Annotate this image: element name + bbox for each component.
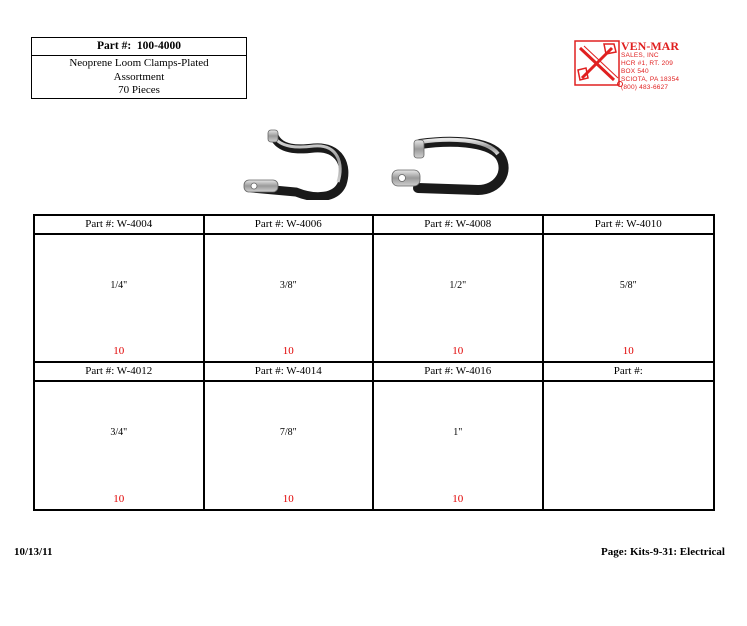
loom-clamp-product-image [240,126,510,200]
cell-part-number: Part #: W-4010 [544,216,714,235]
cell-size: 1/4" [110,280,128,291]
part-cell [374,216,544,363]
logo-line-2: HCR #1, RT. 209 [621,60,674,67]
header-part-number: 100-4000 [136,40,181,52]
header-part-label: Part #: [96,40,132,52]
part-cell [544,363,714,510]
logo-text [621,40,679,92]
logo-line-5: (800) 483-6627 [621,84,669,91]
part-header-box [31,37,247,99]
cell-part-number: Part #: W-4006 [205,216,373,235]
cell-size: 3/4" [110,426,128,438]
clamp-1-icon [244,130,344,197]
cell-quantity: 10 [282,344,294,357]
header-description [32,56,246,98]
cell-size: 5/8" [619,280,637,291]
part-cell [35,216,205,363]
part-cell [205,363,375,510]
cell-size: 7/8" [279,426,297,438]
logo-line-4: SCIOTA, PA 18354 [621,76,680,83]
footer-date: 10/13/11 [14,546,53,558]
part-cell [205,216,375,363]
cell-part-number: Part #: W-4004 [35,216,203,235]
header-part-number-row [32,38,246,56]
cell-quantity: 10 [113,344,125,357]
logo-brand: VEN-MAR [621,39,679,53]
cell-quantity: 10 [282,493,294,505]
cell-part-number: Part #: W-4014 [205,363,373,382]
footer-page-label: Page: Kits-9-31: Electrical [600,546,725,558]
description-line-1: Neoprene Loom Clamps-Plated [69,57,209,69]
description-line-3: 70 Pieces [118,84,160,96]
cell-quantity: 10 [622,344,634,357]
cell-part-number: Part #: W-4016 [374,363,542,382]
logo-line-3: BOX 540 [621,68,649,75]
part-cell [35,363,205,510]
cell-size: 1" [453,426,463,438]
cell-part-number: Part #: [544,363,714,382]
cell-quantity: 10 [452,344,464,357]
part-cell [374,363,544,510]
cell-part-number: Part #: W-4008 [374,216,542,235]
logo-line-1: SALES, INC [621,52,659,59]
cell-quantity: 10 [113,493,125,505]
cell-size: 1/2" [449,280,467,291]
parts-grid [33,214,715,511]
description-line-2: Assortment [113,70,165,83]
cell-quantity: 10 [452,493,464,505]
cell-size: 3/8" [279,280,297,291]
part-cell [544,216,714,363]
clamp-2-icon [392,140,504,190]
cell-part-number: Part #: W-4012 [35,363,203,382]
